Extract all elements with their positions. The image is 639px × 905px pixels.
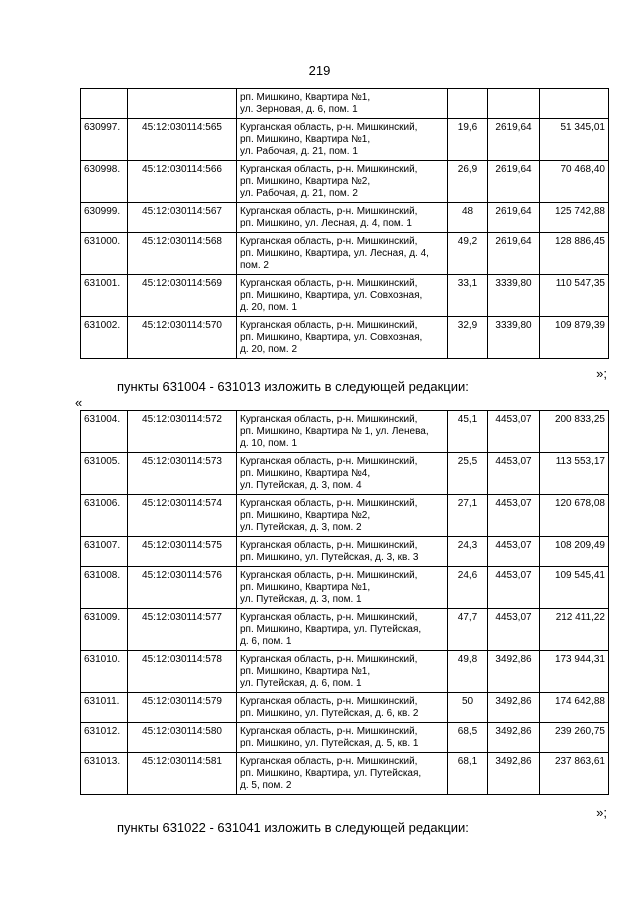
- address-cell: [237, 233, 448, 275]
- table-row: [81, 693, 609, 723]
- registry-number-cell: 630999.: [81, 203, 128, 233]
- address-cell: [237, 753, 448, 795]
- cadastral-value-cell: 173 944,31: [540, 651, 609, 693]
- address-line: ул. Рабочая, д. 21, пом. 1: [240, 146, 358, 157]
- rate-cell: 4453,07: [488, 537, 540, 567]
- cadastral-number-cell: 45:12:030114:576: [128, 567, 237, 609]
- address-cell: [237, 89, 448, 119]
- address-line: пом. 2: [240, 260, 269, 271]
- rate-cell: 3339,80: [488, 275, 540, 317]
- address-cell: [237, 203, 448, 233]
- address-line: Курганская область, р-н. Мишкинский,: [240, 414, 418, 425]
- address-line: ул. Рабочая, д. 21, пом. 2: [240, 188, 358, 199]
- address-line: д. 10, пом. 1: [240, 438, 298, 449]
- registry-number-cell: 631006.: [81, 495, 128, 537]
- address-cell: [237, 537, 448, 567]
- table-row: [81, 609, 609, 651]
- address-line: рп. Мишкино, Квартира №1,: [240, 582, 371, 593]
- address-line: Курганская область, р-н. Мишкинский,: [240, 456, 418, 467]
- closing-quote: »;: [596, 366, 607, 381]
- rate-cell: 2619,64: [488, 161, 540, 203]
- address-cell: [237, 119, 448, 161]
- cadastral-value-cell: 120 678,08: [540, 495, 609, 537]
- registry-number-cell: 631013.: [81, 753, 128, 795]
- address-cell: [237, 275, 448, 317]
- page-number: 219: [308, 63, 331, 78]
- address-line: Курганская область, р-н. Мишкинский,: [240, 612, 418, 623]
- cadastral-value-cell: 239 260,75: [540, 723, 609, 753]
- address-cell: [237, 723, 448, 753]
- address-line: Курганская область, р-н. Мишкинский,: [240, 206, 418, 217]
- area-cell: 68,5: [448, 723, 488, 753]
- address-line: рп. Мишкино, Квартира №2,: [240, 176, 371, 187]
- cadastral-number-cell: 45:12:030114:565: [128, 119, 237, 161]
- area-cell: 50: [448, 693, 488, 723]
- rate-cell: 4453,07: [488, 411, 540, 453]
- address-cell: [237, 317, 448, 359]
- table-row: [81, 161, 609, 203]
- address-line: Курганская область, р-н. Мишкинский,: [240, 498, 418, 509]
- address-line: рп. Мишкино, Квартира, ул. Лесная, д. 4,: [240, 248, 429, 259]
- rate-cell: 4453,07: [488, 567, 540, 609]
- address-line: Курганская область, р-н. Мишкинский,: [240, 540, 418, 551]
- address-line: рп. Мишкино, Квартира №2,: [240, 510, 371, 521]
- registry-number-cell: 630997.: [81, 119, 128, 161]
- address-line: Курганская область, р-н. Мишкинский,: [240, 122, 418, 133]
- area-cell: 49,8: [448, 651, 488, 693]
- address-line: Курганская область, р-н. Мишкинский,: [240, 654, 418, 665]
- address-line: ул. Путейская, д. 3, пом. 4: [240, 480, 362, 491]
- rate-cell: 3492,86: [488, 753, 540, 795]
- area-cell: 25,5: [448, 453, 488, 495]
- address-cell: [237, 651, 448, 693]
- property-table-1: [80, 88, 609, 359]
- cadastral-value-cell: 237 863,61: [540, 753, 609, 795]
- address-cell: [237, 411, 448, 453]
- registry-number-cell: 631009.: [81, 609, 128, 651]
- cadastral-number-cell: 45:12:030114:570: [128, 317, 237, 359]
- cadastral-value-cell: 113 553,17: [540, 453, 609, 495]
- cadastral-number-cell: 45:12:030114:580: [128, 723, 237, 753]
- address-line: Курганская область, р-н. Мишкинский,: [240, 278, 418, 289]
- address-cell: [237, 567, 448, 609]
- address-line: рп. Мишкино, Квартира №1,: [240, 666, 371, 677]
- address-line: рп. Мишкино, Квартира №1,: [240, 134, 371, 145]
- amendment-paragraph: пункты 631004 - 631013 изложить в следующей редакции:: [117, 379, 469, 394]
- cadastral-value-cell: 109 545,41: [540, 567, 609, 609]
- rate-cell: 4453,07: [488, 609, 540, 651]
- cadastral-value-cell: 200 833,25: [540, 411, 609, 453]
- address-line: Курганская область, р-н. Мишкинский,: [240, 164, 418, 175]
- cadastral-number-cell: 45:12:030114:568: [128, 233, 237, 275]
- table-row: [81, 411, 609, 453]
- table-row: [81, 119, 609, 161]
- rate-cell: 3492,86: [488, 693, 540, 723]
- rate-cell: 2619,64: [488, 203, 540, 233]
- table-row: [81, 233, 609, 275]
- area-cell: 27,1: [448, 495, 488, 537]
- rate-cell: 4453,07: [488, 495, 540, 537]
- table-row: [81, 651, 609, 693]
- registry-number-cell: 631008.: [81, 567, 128, 609]
- area-cell: 19,6: [448, 119, 488, 161]
- table-row: [81, 537, 609, 567]
- registry-number-cell: 631012.: [81, 723, 128, 753]
- area-cell: 47,7: [448, 609, 488, 651]
- address-line: ул. Путейская, д. 3, пом. 1: [240, 594, 362, 605]
- rate-cell: 4453,07: [488, 453, 540, 495]
- area-cell: 48: [448, 203, 488, 233]
- registry-number-cell: [81, 89, 128, 119]
- table-row: [81, 753, 609, 795]
- cadastral-number-cell: 45:12:030114:577: [128, 609, 237, 651]
- amendment-paragraph: пункты 631022 - 631041 изложить в следующей редакции:: [117, 820, 469, 835]
- cadastral-value-cell: 109 879,39: [540, 317, 609, 359]
- registry-number-cell: 631005.: [81, 453, 128, 495]
- address-line: Курганская область, р-н. Мишкинский,: [240, 320, 418, 331]
- address-line: д. 6, пом. 1: [240, 636, 292, 647]
- address-cell: [237, 609, 448, 651]
- address-cell: [237, 161, 448, 203]
- address-line: рп. Мишкино, Квартира, ул. Путейская,: [240, 768, 422, 779]
- table-row: [81, 317, 609, 359]
- cadastral-number-cell: 45:12:030114:574: [128, 495, 237, 537]
- cadastral-number-cell: 45:12:030114:569: [128, 275, 237, 317]
- registry-number-cell: 631004.: [81, 411, 128, 453]
- cadastral-number-cell: 45:12:030114:578: [128, 651, 237, 693]
- address-cell: [237, 693, 448, 723]
- table-row: [81, 453, 609, 495]
- cadastral-value-cell: 125 742,88: [540, 203, 609, 233]
- registry-number-cell: 631010.: [81, 651, 128, 693]
- area-cell: 49,2: [448, 233, 488, 275]
- address-line: Курганская область, р-н. Мишкинский,: [240, 696, 418, 707]
- registry-number-cell: 631001.: [81, 275, 128, 317]
- address-line: Курганская область, р-н. Мишкинский,: [240, 756, 418, 767]
- cadastral-value-cell: 70 468,40: [540, 161, 609, 203]
- cadastral-number-cell: 45:12:030114:573: [128, 453, 237, 495]
- address-line: Курганская область, р-н. Мишкинский,: [240, 236, 418, 247]
- cadastral-value-cell: 108 209,49: [540, 537, 609, 567]
- rate-cell: 2619,64: [488, 233, 540, 275]
- address-line: рп. Мишкино, ул. Путейская, д. 5, кв. 1: [240, 738, 419, 749]
- area-cell: 32,9: [448, 317, 488, 359]
- registry-number-cell: 631011.: [81, 693, 128, 723]
- cadastral-number-cell: 45:12:030114:567: [128, 203, 237, 233]
- address-line: Курганская область, р-н. Мишкинский,: [240, 570, 418, 581]
- address-line: ул. Путейская, д. 3, пом. 2: [240, 522, 362, 533]
- address-cell: [237, 453, 448, 495]
- area-cell: 45,1: [448, 411, 488, 453]
- address-line: рп. Мишкино, Квартира, ул. Совхозная,: [240, 290, 423, 301]
- address-line: ул. Путейская, д. 6, пом. 1: [240, 678, 362, 689]
- cadastral-number-cell: 45:12:030114:566: [128, 161, 237, 203]
- address-line: д. 5, пом. 2: [240, 780, 292, 791]
- table-row: [81, 723, 609, 753]
- registry-number-cell: 630998.: [81, 161, 128, 203]
- address-line: д. 20, пом. 2: [240, 344, 298, 355]
- cadastral-value-cell: 174 642,88: [540, 693, 609, 723]
- closing-quote: »;: [596, 805, 607, 820]
- address-line: рп. Мишкино, ул. Лесная, д. 4, пом. 1: [240, 218, 412, 229]
- cadastral-number-cell: [128, 89, 237, 119]
- area-cell: 26,9: [448, 161, 488, 203]
- property-table-2: [80, 410, 609, 795]
- table-row: [81, 495, 609, 537]
- address-line: ул. Зерновая, д. 6, пом. 1: [240, 104, 358, 115]
- rate-cell: [488, 89, 540, 119]
- cadastral-number-cell: 45:12:030114:575: [128, 537, 237, 567]
- address-line: д. 20, пом. 1: [240, 302, 298, 313]
- address-line: Курганская область, р-н. Мишкинский,: [240, 726, 418, 737]
- address-line: рп. Мишкино, Квартира №4,: [240, 468, 371, 479]
- cadastral-number-cell: 45:12:030114:579: [128, 693, 237, 723]
- address-cell: [237, 495, 448, 537]
- cadastral-value-cell: 128 886,45: [540, 233, 609, 275]
- cadastral-value-cell: 51 345,01: [540, 119, 609, 161]
- area-cell: 24,6: [448, 567, 488, 609]
- opening-quote: «: [75, 395, 83, 410]
- area-cell: 24,3: [448, 537, 488, 567]
- address-line: рп. Мишкино, ул. Путейская, д. 6, кв. 2: [240, 708, 419, 719]
- registry-number-cell: 631007.: [81, 537, 128, 567]
- cadastral-number-cell: 45:12:030114:572: [128, 411, 237, 453]
- area-cell: 33,1: [448, 275, 488, 317]
- table-row: [81, 89, 609, 119]
- rate-cell: 2619,64: [488, 119, 540, 161]
- cadastral-value-cell: 212 411,22: [540, 609, 609, 651]
- cadastral-value-cell: 110 547,35: [540, 275, 609, 317]
- address-line: рп. Мишкино, Квартира, ул. Путейская,: [240, 624, 422, 635]
- table-row: [81, 203, 609, 233]
- rate-cell: 3339,80: [488, 317, 540, 359]
- area-cell: 68,1: [448, 753, 488, 795]
- registry-number-cell: 631002.: [81, 317, 128, 359]
- address-line: рп. Мишкино, Квартира, ул. Совхозная,: [240, 332, 423, 343]
- rate-cell: 3492,86: [488, 651, 540, 693]
- cadastral-value-cell: [540, 89, 609, 119]
- address-line: рп. Мишкино, ул. Путейская, д. 3, кв. 3: [240, 552, 419, 563]
- rate-cell: 3492,86: [488, 723, 540, 753]
- table-row: [81, 567, 609, 609]
- cadastral-number-cell: 45:12:030114:581: [128, 753, 237, 795]
- table-row: [81, 275, 609, 317]
- area-cell: [448, 89, 488, 119]
- address-line: рп. Мишкино, Квартира №1,: [240, 92, 371, 103]
- registry-number-cell: 631000.: [81, 233, 128, 275]
- address-line: рп. Мишкино, Квартира № 1, ул. Ленева,: [240, 426, 429, 437]
